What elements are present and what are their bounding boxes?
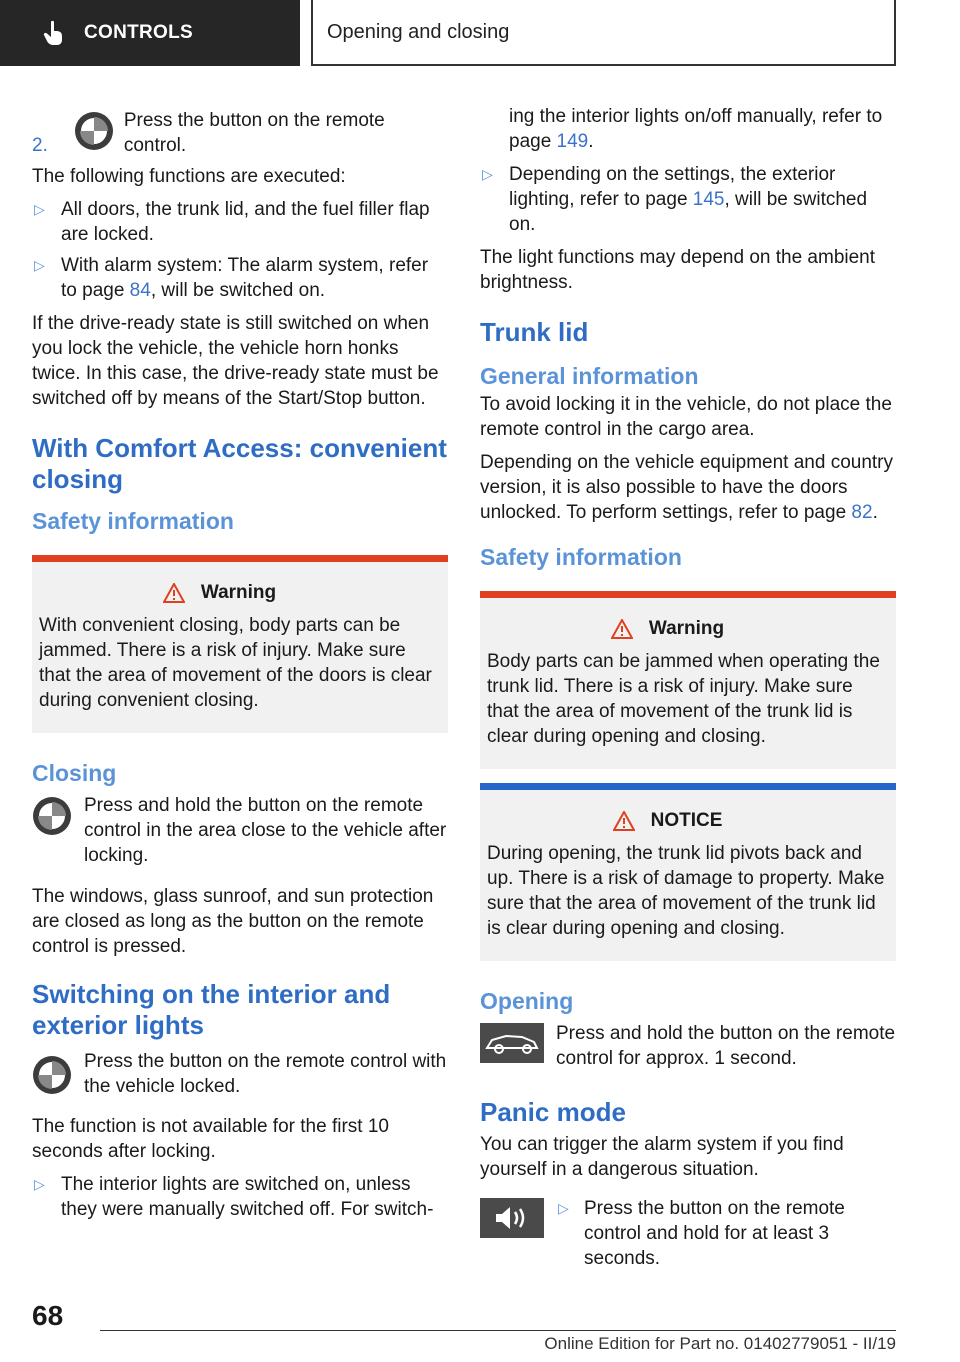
closing-instruction [32, 793, 448, 868]
list-item: ▷ Press the button on the remote control and hold for at least 3 seconds. [558, 1198, 845, 1269]
lights-text: Press the button on the remote control with the vehicle locked. [84, 1051, 447, 1097]
list-item: ▷ All doors, the trunk lid, and the fuel filler flap are locked. [34, 199, 430, 245]
paragraph: The light functions may depend on the ambient brightness. [480, 247, 876, 293]
warning-triangle-icon [611, 619, 633, 639]
right-column [480, 104, 896, 1285]
notice-text: During opening, the trunk lid pivots back and up. There is a risk of damage to property. Make sure that the area of movement of the trunk lid is clear during opening and closing. [487, 843, 885, 939]
heading: With Comfort Access: convenient closing [32, 433, 447, 494]
subheading: Closing [32, 760, 117, 786]
bullet-list [480, 162, 896, 237]
bullet-list [32, 197, 448, 303]
page-link[interactable]: 82 [851, 502, 873, 523]
paragraph: The function is not available for the first 10 seconds after locking. [32, 1116, 389, 1162]
paragraph: To avoid locking it in the vehicle, do not place the remote control in the cargo area. [480, 394, 892, 440]
paragraph: Depending on the vehicle equipment and country version, it is also possible to have the doors unlocked. To perform settings, refer to page 82. [480, 452, 894, 523]
page-header [0, 0, 960, 66]
triangle-bullet-icon: ▷ [34, 201, 45, 217]
notice-title: NOTICE [487, 808, 888, 833]
lights-instruction [32, 1049, 448, 1102]
step-text: Press the button on the remote control. [123, 110, 385, 156]
paragraph: If the drive-ready state is still switched on when you lock the vehicle, the vehicle horn honks twice. In this case, the drive-ready state must be switched off by means of the Start/Stop button. [32, 313, 439, 409]
hand-pointer-icon [40, 19, 68, 47]
keyfob-icon [32, 796, 72, 868]
triangle-bullet-icon: ▷ [482, 166, 493, 182]
subheading: Safety information [32, 508, 234, 534]
car-trunk-icon [480, 1023, 544, 1063]
warning-text: With convenient closing, body parts can be jammed. There is a risk of injury. Make sure that the area of movement of the doors is clear during convenient closing. [39, 615, 432, 711]
chapter-title: Opening and closing [311, 0, 896, 66]
left-column [32, 96, 448, 1230]
triangle-bullet-icon: ▷ [34, 257, 45, 273]
list-item: ▷ With alarm system: The alarm system, refer to page 84, will be switched on. [34, 255, 429, 301]
paragraph: You can trigger the alarm system if you find yourself in a dangerous situation. [480, 1134, 844, 1180]
list-item: ▷ Depending on the settings, the exterior lighting, refer to page 145, will be switched on. [482, 164, 868, 235]
paragraph: The windows, glass sunroof, and sun protection are closed as long as the button on the remote control is pressed. [32, 886, 434, 957]
page-number: 68 [32, 1300, 64, 1331]
warning-box [480, 591, 896, 769]
triangle-bullet-icon: ▷ [558, 1200, 569, 1216]
paragraph: The following functions are executed: [32, 166, 346, 187]
warning-text: Body parts can be jammed when operating the trunk lid. There is a risk of injury. Make sure that the area of movement of the trunk lid is clear during opening and closing. [487, 651, 880, 747]
triangle-bullet-icon: ▷ [34, 1176, 45, 1192]
step-number: 2. [32, 135, 48, 156]
warning-title: Warning [39, 580, 440, 605]
warning-triangle-icon [163, 583, 185, 603]
warning-box [32, 555, 448, 733]
subheading: Opening [480, 988, 574, 1014]
warning-title: Warning [487, 616, 888, 641]
heading: Panic mode [480, 1097, 626, 1127]
subheading: Safety information [480, 544, 682, 570]
list-item: ▷ The interior lights are switched on, unless they were manually switched off. For switch- [34, 1174, 434, 1220]
heading: Switching on the interior and exterior lights [32, 979, 391, 1040]
keyfob-icon [74, 111, 114, 158]
subheading: General information [480, 363, 699, 389]
continued-text: ing the interior lights on/off manually, refer to page 149. [509, 106, 883, 152]
warning-triangle-icon [613, 811, 635, 831]
panic-instruction [480, 1196, 896, 1277]
section-tab [0, 0, 300, 66]
closing-text: Press and hold the button on the remote control in the area close to the vehicle after locking. [84, 795, 447, 866]
footer-divider [100, 1330, 896, 1331]
step-2 [32, 108, 448, 158]
opening-text: Press and hold the button on the remote control for approx. 1 second. [556, 1023, 896, 1069]
bullet-list [32, 1172, 448, 1222]
page-link[interactable]: 84 [129, 280, 151, 301]
edition-note: Online Edition for Part no. 01402779051 - II/19 [544, 1334, 896, 1353]
heading: Trunk lid [480, 317, 589, 347]
notice-box [480, 783, 896, 961]
speaker-sound-icon [480, 1198, 544, 1238]
page-link[interactable]: 145 [692, 189, 725, 210]
keyfob-icon [32, 1055, 72, 1102]
section-label: CONTROLS [84, 22, 194, 43]
bullet-list [556, 1196, 896, 1277]
opening-instruction [480, 1021, 896, 1071]
page-link[interactable]: 149 [556, 131, 589, 152]
